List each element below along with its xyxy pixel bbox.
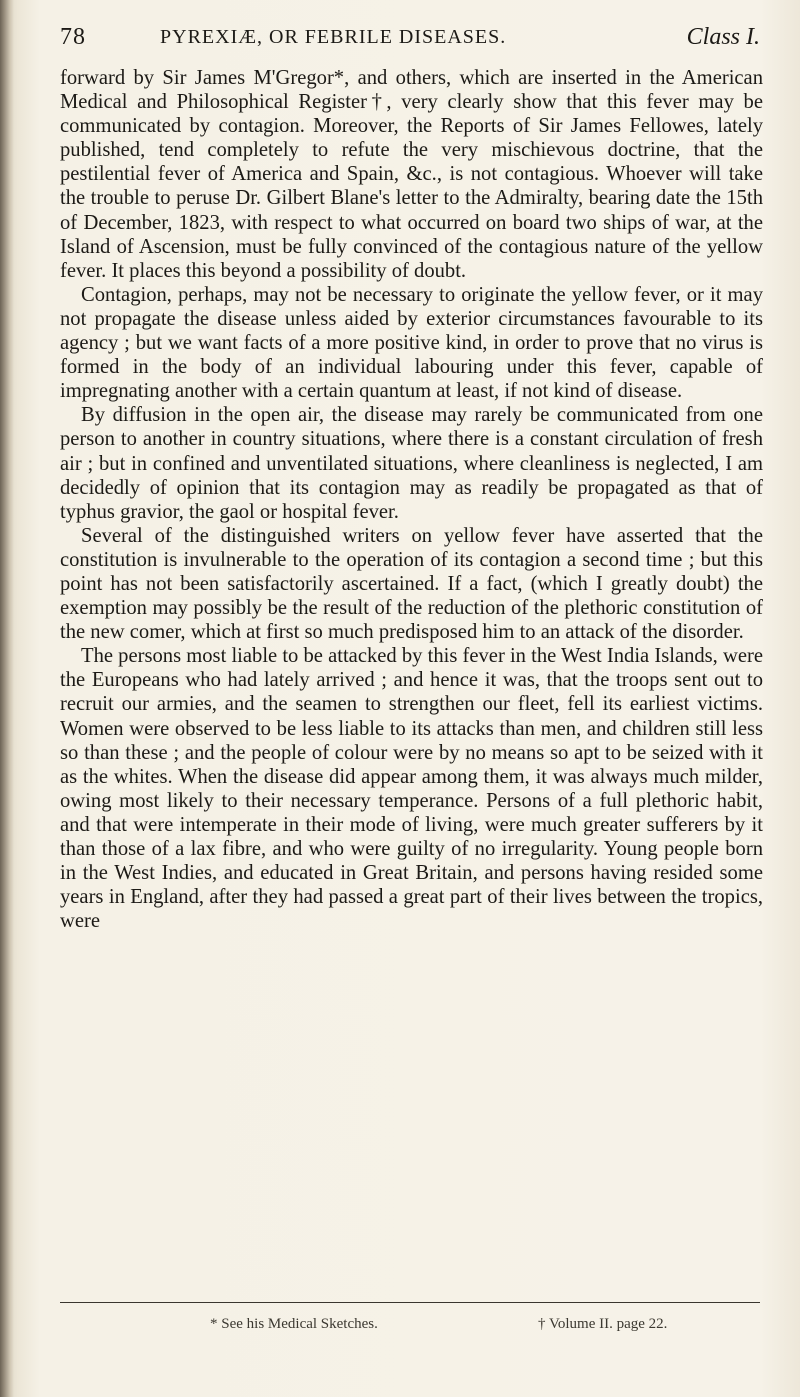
footnote-rule <box>60 1302 760 1303</box>
footnote-2: † Volume II. page 22. <box>538 1316 668 1332</box>
paragraph-1: forward by Sir James M'Gregor*, and others, which are inserted in the American Medical and Philosophical Register†, very clearly show that this fever may be communicated by contagion. Moreover, the Reports of Sir James Fellowes, lately published, tend completely to refute the very mischievous doctrine, that the pestilential fever of America and Spain, &c., is not contagious. Whoever will take the trouble to peruse Dr. Gilbert Blane's letter to the Admiralty, bearing date the 15th of December, 1823, with respect to what occurred on board two ships of war, at the Island of Ascension, must be fully convinced of the contagious nature of the yellow fever. It places this beyond a possibility of doubt. <box>60 67 763 282</box>
footnote-1: * See his Medical Sketches. <box>210 1316 378 1332</box>
running-head: PYREXIÆ, OR FEBRILE DISEASES. <box>160 26 507 48</box>
paragraph-4: Several of the distinguished writers on yellow fever have asserted that the constitution is invulnerable to the operation of its contagion a second time ; but this point has not been satisfactorily ascertained. If a fact, (which I greatly doubt) the exemption may possibly be the result of the reduction of the plethoric constitution of the new comer, which at first so much predisposed him to an attack of the disorder. <box>60 524 763 644</box>
class-label: Class I. <box>686 24 760 50</box>
paragraph-2: Contagion, perhaps, may not be necessary to originate the yellow fever, or it may not propagate the disease unless aided by exterior circumstances favourable to its agency ; but we want facts of a more positive kind, in order to prove that no virus is formed in the body of an individual labouring under this fever, capable of impregnating another with a certain quantum at least, if not kind of disease. <box>60 283 763 403</box>
page-spine-shadow <box>0 0 14 1397</box>
page-number: 78 <box>60 24 86 50</box>
page-header <box>60 22 760 62</box>
paragraph-3: By diffusion in the open air, the disease may rarely be communicated from one person to another in country situations, where there is a constant circulation of fresh air ; but in confined and unventilated situations, where cleanliness is neglected, I am decidedly of opinion that its contagion may as readily be propagated as that of typhus gravior, the gaol or hospital fever. <box>60 404 763 523</box>
paragraph-5: The persons most liable to be attacked by this fever in the West India Islands, were the Europeans who had lately arrived ; and hence it was, that the troops sent out to recruit our armies, and the seamen to strengthen our fleet, fell its earliest victims. Women were observed to be less liable to its attacks than men, and children still less so than these ; and the people of colour were by no means so apt to be seized with it as the whites. When the disease did appear among them, it was always much milder, owing most likely to their necessary temperance. Persons of a full plethoric habit, and that were intemperate in their mode of living, were much greater sufferers by it than those of a lax fibre, and who were guilty of no irregularity. Young people born in the West Indies, and educated in Great Britain, and persons having resided some years in England, after they had passed a great part of their lives between the tropics, were <box>60 645 763 933</box>
body-text <box>60 66 763 933</box>
footnotes <box>60 1316 760 1340</box>
